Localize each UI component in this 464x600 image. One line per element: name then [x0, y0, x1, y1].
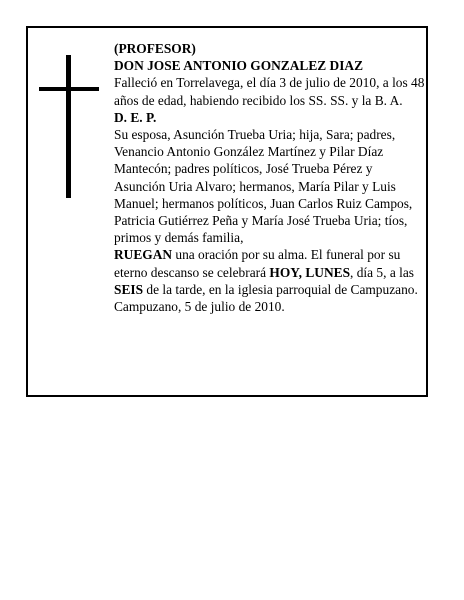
obituary-notice [26, 26, 428, 397]
dep-heading: D. E. P. [114, 109, 157, 125]
deceased-name: DON JOSE ANTONIO GONZALEZ DIAZ [114, 58, 364, 74]
notice-title: (PROFESOR) [114, 41, 196, 56]
request-text-2: , día 5, a las [350, 264, 414, 280]
death-details: Falleció en Torrelavega, el día 3 de julio de 2010, a los 48 años de edad, habiendo recibido los SS. SS. y la B. A. [114, 75, 425, 108]
cross-icon [39, 55, 99, 198]
funeral-day: HOY, LUNES [269, 264, 351, 280]
place-date: Campuzano, 5 de julio de 2010. [114, 299, 285, 315]
family-list: Su esposa, Asunción Trueba Uria; hija, Sara; padres, Venancio Antonio González Martínez y Pilar Díaz Mantecón; padres políticos, José Trueba Pérez y Asunción Uria Alvaro; hermanos, María Pilar y Luis Manuel; hermanos políticos, Juan Carlos Ruiz Campos, Patricia Gutiérrez Peña y María José Trueba Uria; tíos, primos y demás familia, [114, 127, 413, 246]
funeral-hour: SEIS [114, 281, 144, 297]
funeral-request [114, 246, 426, 298]
ruegan-text: RUEGAN [114, 247, 173, 263]
request-text-1: una oración por su alma. El funeral por su eterno descanso se celebrará [114, 247, 401, 280]
request-text-3: de la tarde, en la iglesia parroquial de Campuzano. [143, 281, 418, 297]
notice-text [114, 40, 426, 315]
